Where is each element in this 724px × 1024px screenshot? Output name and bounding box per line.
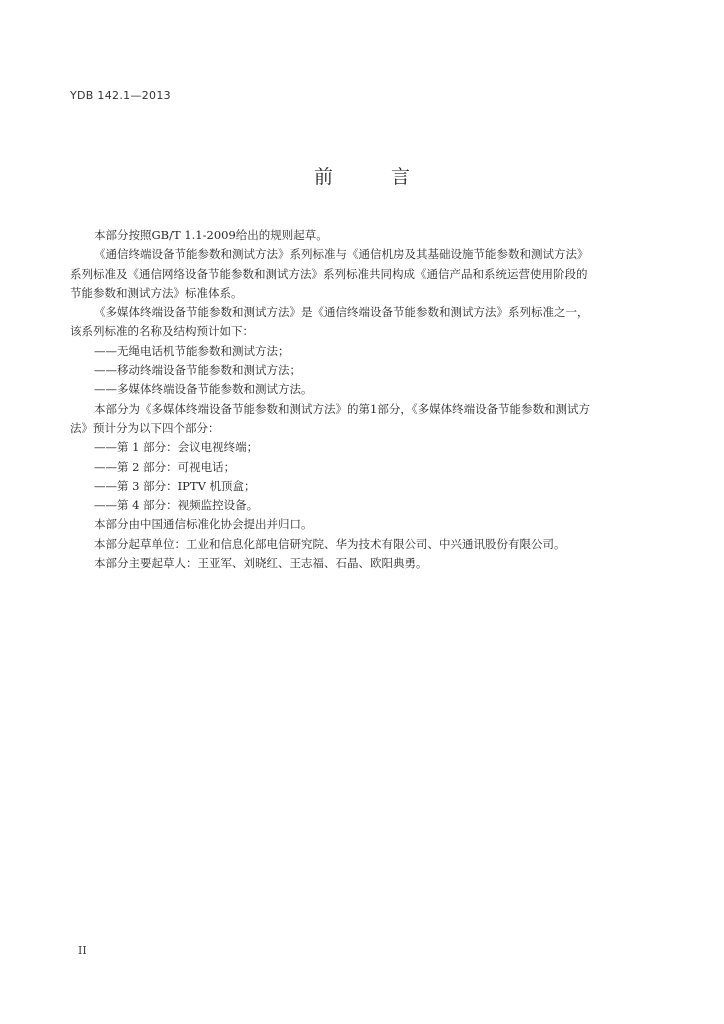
list-item: ——无绳电话机节能参数和测试方法； (94, 343, 290, 358)
text-line: 本部分为《多媒体终端设备节能参数和测试方法》的第1部分，《多媒体终端设备节能参数和测试方 (94, 401, 591, 416)
list-item: ——多媒体终端设备节能参数和测试方法。 (94, 382, 313, 397)
text-line: 该系列标准的名称及结构预计如下： (70, 324, 254, 339)
text-line: 本部分主要起草人：王亚军、刘晓红、王志福、石晶、欧阳典勇。 (94, 556, 428, 571)
text-line: 节能参数和测试方法》标准体系。 (70, 285, 243, 300)
text-line: 本部分按照GB/T 1.1-2009给出的规则起草。 (94, 228, 328, 242)
list-item: ——移动终端设备节能参数和测试方法； (94, 363, 301, 378)
text-line: 本部分由中国通信标准化协会提出并归口。 (94, 517, 313, 532)
list-item: ——第 2 部分：可视电话； (94, 459, 236, 474)
page-number: II (78, 944, 87, 957)
list-item: ——第 4 部分：视频监控设备。 (94, 498, 259, 513)
text-line: 系列标准及《通信网络设备节能参数和测试方法》系列标准共同构成《通信产品和系统运营使用阶段的 (70, 266, 588, 281)
page-title: 前 言 (313, 166, 437, 188)
text-line: 法》预计分为以下四个部分： (70, 420, 220, 435)
text-line: 《通信终端设备节能参数和测试方法》系列标准与《通信机房及其基础设施节能参数和测试方法》 (94, 247, 589, 262)
text-line: 本部分起草单位：工业和信息化部电信研究院、华为技术有限公司、中兴通讯股份有限公司。 (94, 536, 566, 551)
list-item: ——第 1 部分：会议电视终端； (94, 440, 259, 455)
foreword-body (70, 226, 650, 573)
list-item: ——第 3 部分：IPTV 机顶盒； (94, 478, 256, 493)
document-identifier: YDB 142.1—2013 (70, 89, 171, 102)
text-line: 《多媒体终端设备节能参数和测试方法》是《通信终端设备节能参数和测试方法》系列标准之一， (94, 305, 589, 320)
